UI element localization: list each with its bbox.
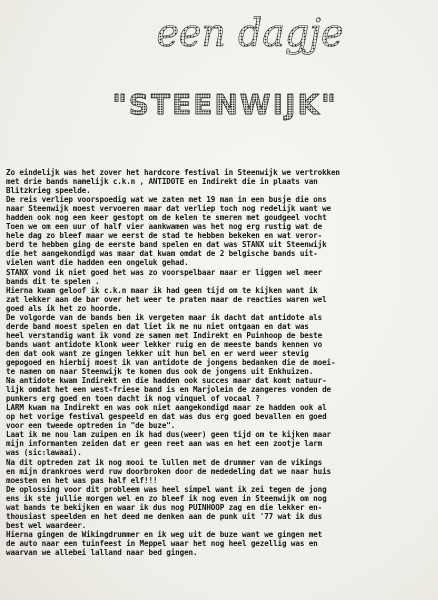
- article-line: ens ik ste jullie morgen wel en zo bleef ik nog even in Steenwijk om nog: [6, 493, 327, 503]
- article-line: punkers erg goed en toen dacht ik nog vinquel of vocaal ?: [6, 394, 260, 404]
- article-line: Hierna kwam geloof ik c.k.n maar ik had geen tijd om te kijken want ik: [6, 285, 318, 295]
- masthead-text: een dagje: [156, 11, 344, 55]
- article-line: thousiast speelden en het deed me denken aan de punk uit '77 wat ik dus: [6, 511, 323, 521]
- article-line: Na dit optreden zat ik nog mooi te lullen met de drummer van de vikings: [6, 457, 323, 467]
- article-line: heel verstandig want ik vond ze samen met Indirekt en Puinhoop de beste: [6, 330, 323, 340]
- article-line: Toen we om een uur of half vier aankwamen was het nog erg rustig wat de: [6, 222, 323, 232]
- masthead-title: [150, 8, 350, 56]
- article-line: te namen om naar Steenwijk te komen dus ook de jongens uit Enkhuizen.: [6, 367, 314, 377]
- article-line: wat bands te bekijken en waar ik dus nog PUINHOOP zag en die lekker en-: [6, 502, 323, 512]
- article-line: De reis verliep voorspoedig wat we zaten met 19 man in een busje die ons: [6, 195, 327, 205]
- subtitle-text: "STEENWIJK": [112, 88, 338, 121]
- article-line: waarvan we allebei lalland naar bed gingen.: [6, 547, 198, 557]
- article-line: De oplossing voor dit probleem was heel simpel want ik zei tegen de jong: [6, 484, 327, 494]
- article-line: bands dit te spelen .: [6, 276, 100, 286]
- article-line: De volgorde van de bands ben ik vergeten maar ik dacht dat antidote als: [6, 312, 323, 322]
- article-line: voor een tweede optreden in "de buze".: [6, 421, 176, 431]
- article-line: was (sic:lawaai).: [6, 448, 82, 458]
- article-line: hele dag zo bleef maar we eerst de stad te hebben bekeken en wat veror-: [6, 231, 323, 241]
- article-line: naar Steenwijk moest vervoeren maar dat verliep toch nog redelijk want we: [6, 204, 331, 214]
- article-line: berd te hebben ging de eerste band spelen en dat was STANX uit Steenwijk: [6, 240, 327, 250]
- article-line: best wel waardeer.: [6, 520, 87, 530]
- masthead-lettering: [150, 8, 350, 56]
- article-line: mijn informanten zeiden dat er geen reet aan was en het een zootje larm: [6, 439, 323, 449]
- article-line: moesten en het was pas half elf!!!: [6, 475, 158, 485]
- article-line: zat lekker aan de bar over het weer te praten maar de reacties waren wel: [6, 294, 327, 304]
- article-line: lijk omdat het een west-friese band is en Marjolein de zangeres vonden de: [6, 385, 331, 395]
- article-line: en mijn drankroes werd ruw doorbroken door de mededeling dat we naar huis: [6, 466, 331, 476]
- article-line: derde band moest spelen en dat liet ik me nu niet ontgaan en dat was: [6, 321, 309, 331]
- article-line: Zo eindelijk was het zover het hardcore festival in Steenwijk we vertrokken: [6, 168, 340, 177]
- article-line: de auto naar een tuinfeest in Meppel waar het nog heel gezellig was en: [6, 538, 318, 548]
- article-line: Laat ik me nou lam zuipen en ik had dus(weer) geen tijd om te kijken maar: [6, 430, 331, 440]
- article-line: den dat ook want ze gingen lekker uit hun bel en er werd weer stevig: [6, 348, 309, 358]
- article-line: bands want antidote klonk weer lekker ruig en de meeste bands kennen vo: [6, 339, 323, 349]
- subtitle-lettering: [110, 84, 340, 124]
- article-line: op het vorige festival gespeeld en dat was dus erg goed bevallen en goed: [6, 412, 327, 422]
- article-body: [6, 168, 434, 557]
- article-line: gepogoed en hierbij moest ik van antidote de jongens bedanken die de moei-: [6, 357, 336, 367]
- article-line: Blitzkrieg speelde.: [6, 186, 91, 196]
- article-line: goed als ik het zo hoorde.: [6, 303, 122, 313]
- article-line: met drie bands namelijk c.k.n , ANTIDOTE en Indirekt die in plaats van: [6, 177, 318, 187]
- article-line: LARM kwam na Indirekt en was ook niet aangekondigd maar ze hadden ook al: [6, 403, 327, 413]
- article-line: Hierna gingen de Wikingdrummer en ik weg uit de buze want we gingen met: [6, 529, 323, 539]
- article-line: vielen want die hadden een ongeluk gehad.: [6, 258, 189, 268]
- article-line: hadden ook nog een keer gestopt om de kelen te smeren met goudgeel vocht: [6, 213, 327, 223]
- article-line: Na antidote kwam Indirekt en die hadden ook succes maar dat komt natuur-: [6, 376, 327, 386]
- article-line: die het aangekondigd was maar dat kwam omdat de 2 belgische bands uit-: [6, 249, 318, 259]
- subtitle-banner: [110, 84, 340, 124]
- article-line: STANX vond ik niet goed het was zo voorspelbaar maar er liggen wel meer: [6, 267, 323, 277]
